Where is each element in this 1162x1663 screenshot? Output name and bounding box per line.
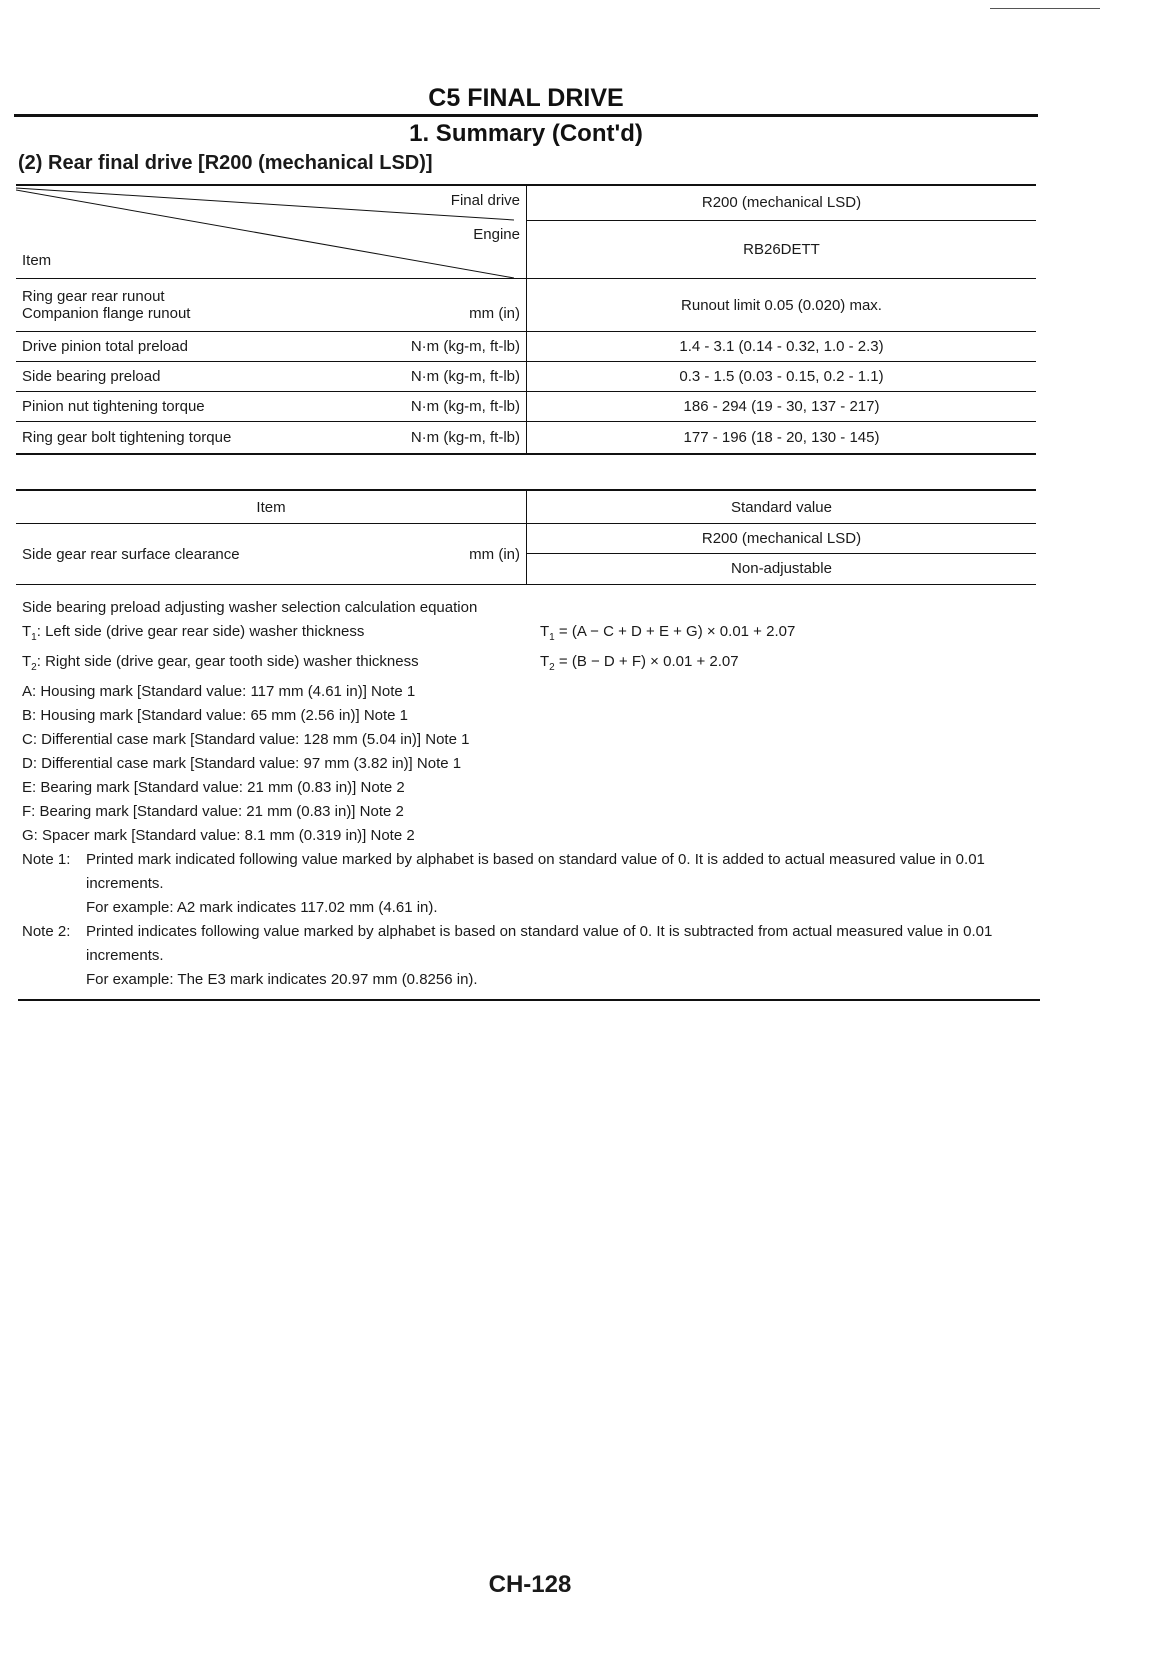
table-row bbox=[16, 392, 1036, 422]
item-cell bbox=[16, 392, 527, 422]
mark-line: F: Bearing mark [Standard value: 21 mm (0.83 in)] Note 2 bbox=[22, 803, 404, 820]
note-2-example: For example: The E3 mark indicates 20.97 mm (0.8256 in). bbox=[86, 971, 478, 988]
page-number: CH-128 bbox=[488, 1571, 572, 1598]
t1-desc-cell bbox=[22, 620, 540, 650]
standard-value-header: Standard value bbox=[731, 498, 832, 516]
t2-formula-symbol: T bbox=[540, 653, 550, 670]
item-unit: N·m (kg-m, ft-lb) bbox=[410, 338, 520, 355]
t1-formula-symbol: T bbox=[540, 623, 550, 640]
specifications-table bbox=[16, 184, 1036, 455]
table-header-row bbox=[16, 490, 1036, 524]
subsection-title: 1. Summary (Cont'd) bbox=[409, 120, 643, 147]
t2-formula-cell bbox=[540, 650, 739, 680]
header-values-cell bbox=[527, 185, 1037, 279]
table-header-row bbox=[16, 185, 1036, 279]
item-cell bbox=[16, 362, 527, 392]
clearance-value-1: R200 (mechanical LSD) bbox=[527, 524, 1036, 554]
t1-formula-cell bbox=[540, 620, 795, 650]
mark-line: C: Differential case mark [Standard value: 128 mm (5.04 in)] Note 1 bbox=[22, 731, 470, 748]
runout-item-line2: Companion flange runout bbox=[22, 305, 191, 322]
t1-formula: = (A − C + D + E + G) × 0.01 + 2.07 bbox=[558, 623, 796, 640]
runout-item-cell bbox=[16, 279, 527, 332]
t2-formula-subscript: 2 bbox=[549, 662, 555, 673]
mark-line: D: Differential case mark [Standard value: 97 mm (3.82 in)] Note 1 bbox=[22, 755, 462, 772]
table-row bbox=[16, 422, 1036, 455]
bottom-rule bbox=[18, 999, 1040, 1001]
corner-scan-mark bbox=[990, 8, 1100, 9]
t1-subscript: 1 bbox=[31, 632, 37, 643]
final-drive-label: Final drive bbox=[450, 192, 520, 209]
item-name: Ring gear bolt tightening torque bbox=[22, 429, 232, 446]
runout-unit: mm (in) bbox=[469, 305, 520, 322]
item-label: Item bbox=[22, 252, 52, 269]
t1-desc: : Left side (drive gear rear side) washer thickness bbox=[36, 623, 365, 640]
mark-line: B: Housing mark [Standard value: 65 mm (2.56 in)] Note 1 bbox=[22, 707, 409, 724]
t1-symbol: T bbox=[22, 623, 32, 640]
final-drive-value: R200 (mechanical LSD) bbox=[527, 186, 1036, 221]
engine-value: RB26DETT bbox=[743, 241, 820, 258]
t2-row bbox=[22, 650, 1022, 680]
item-header: Item bbox=[16, 490, 527, 524]
note-1-example: For example: A2 mark indicates 117.02 mm (4.61 in). bbox=[86, 899, 438, 916]
note-2-text: Printed indicates following value marked by alphabet is based on standard value of 0. It is subtracted from actual measured value in 0.01 increments. bbox=[86, 923, 993, 964]
item-cell bbox=[16, 332, 527, 362]
clearance-value-2: Non-adjustable bbox=[731, 560, 832, 577]
t2-subscript: 2 bbox=[31, 662, 37, 673]
item-unit: N·m (kg-m, ft-lb) bbox=[410, 368, 520, 385]
note-2 bbox=[22, 920, 1022, 968]
clearance-item-cell bbox=[16, 524, 527, 585]
clearance-values-cell bbox=[527, 524, 1037, 585]
t2-formula: = (B − D + F) × 0.01 + 2.07 bbox=[558, 653, 739, 670]
table-subtitle: (2) Rear final drive [R200 (mechanical LSD)] bbox=[18, 152, 433, 174]
item-unit: N·m (kg-m, ft-lb) bbox=[410, 429, 520, 446]
t1-row bbox=[22, 620, 1022, 650]
section-title: C5 FINAL DRIVE bbox=[428, 84, 624, 112]
table-row bbox=[16, 279, 1036, 332]
t2-symbol: T bbox=[22, 653, 32, 670]
runout-item-line1: Ring gear rear runout bbox=[22, 288, 165, 305]
note-1 bbox=[22, 848, 1022, 896]
t2-desc: : Right side (drive gear, gear tooth side) washer thickness bbox=[36, 653, 419, 670]
item-name: Drive pinion total preload bbox=[22, 338, 188, 355]
equation-title: Side bearing preload adjusting washer selection calculation equation bbox=[22, 599, 478, 616]
diagonal-header-cell bbox=[16, 185, 527, 279]
item-unit: N·m (kg-m, ft-lb) bbox=[410, 398, 520, 415]
mark-line: G: Spacer mark [Standard value: 8.1 mm (0.319 in)] Note 2 bbox=[22, 827, 415, 844]
runout-item-line2-row bbox=[22, 305, 520, 322]
t2-desc-cell bbox=[22, 650, 540, 680]
item-value: 1.4 - 3.1 (0.14 - 0.32, 1.0 - 2.3) bbox=[527, 332, 1037, 362]
clearance-table bbox=[16, 489, 1036, 585]
note-1-label: Note 1: bbox=[22, 851, 71, 868]
item-value: 0.3 - 1.5 (0.03 - 0.15, 0.2 - 1.1) bbox=[527, 362, 1037, 392]
item-value: 186 - 294 (19 - 30, 137 - 217) bbox=[527, 392, 1037, 422]
mark-line: E: Bearing mark [Standard value: 21 mm (0.83 in)] Note 2 bbox=[22, 779, 405, 796]
t1-formula-subscript: 1 bbox=[549, 632, 555, 643]
item-name: Pinion nut tightening torque bbox=[22, 398, 205, 415]
engine-label: Engine bbox=[473, 226, 520, 243]
title-rule bbox=[14, 114, 1038, 117]
equation-block bbox=[22, 596, 1022, 992]
item-value: 177 - 196 (18 - 20, 130 - 145) bbox=[527, 422, 1037, 455]
item-cell bbox=[16, 422, 527, 455]
note-1-text: Printed mark indicated following value marked by alphabet is based on standard value of 0. It is added to actual measured value in 0.01 increments. bbox=[86, 851, 985, 892]
note-2-label: Note 2: bbox=[22, 923, 71, 940]
table-row bbox=[16, 524, 1036, 585]
clearance-unit: mm (in) bbox=[469, 545, 520, 563]
item-name: Side bearing preload bbox=[22, 368, 161, 385]
diagonal-lines bbox=[16, 186, 514, 278]
clearance-item: Side gear rear surface clearance bbox=[22, 545, 240, 563]
table-row bbox=[16, 362, 1036, 392]
runout-value: Runout limit 0.05 (0.020) max. bbox=[527, 279, 1037, 332]
table-row bbox=[16, 332, 1036, 362]
mark-line: A: Housing mark [Standard value: 117 mm (4.61 in)] Note 1 bbox=[22, 683, 416, 700]
